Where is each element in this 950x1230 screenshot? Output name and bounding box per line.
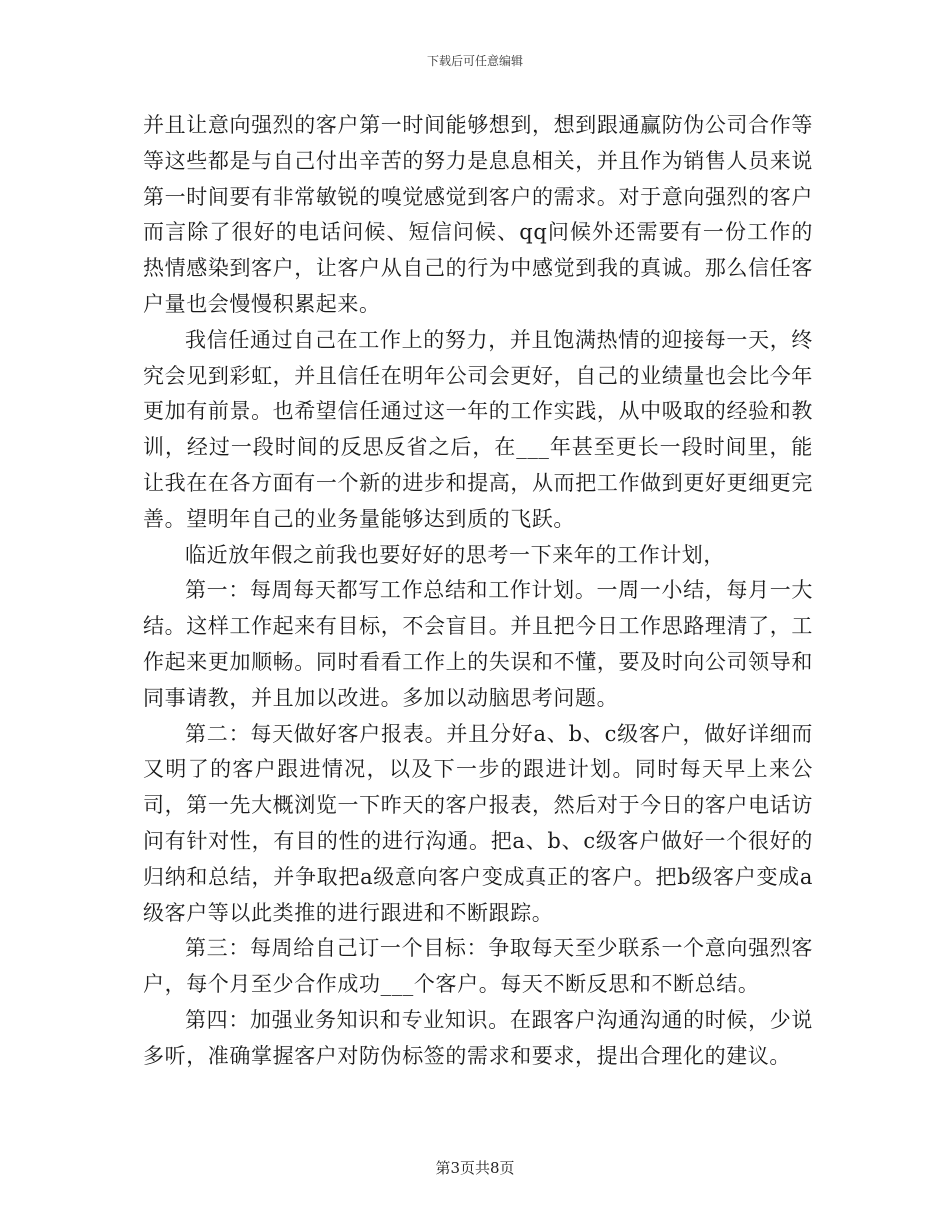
paragraph-5: 第二：每天做好客户报表。并且分好a、b、c级客户，做好详细而又明了的客户跟进情况，以及下一步的跟进计划。同时每天早上来公司，第一先大概浏览一下昨天的客户报表，然后对于今日的客户电话访问有针对性，有目的性的进行沟通。把a、b、c级客户做好一个很好的归纳和总结，并争取把a级意向客户变成真正的客户。把b级客户变成a级客户等以此类推的进行跟进和不断跟踪。 bbox=[143, 721, 813, 925]
paragraph-4: 第一：每周每天都写工作总结和工作计划。一周一小结，每月一大结。这样工作起来有目标，不会盲目。并且把今日工作思路理清了，工作起来更加顺畅。同时看看工作上的失误和不懂，要及时向公司领导和同事请教，并且加以改进。多加以动脑思考问题。 bbox=[143, 578, 813, 710]
paragraph-6: 第三：每周给自己订一个目标：争取每天至少联系一个意向强烈客户，每个月至少合作成功___个客户。每天不断反思和不断总结。 bbox=[143, 936, 813, 997]
document-body bbox=[143, 108, 813, 1075]
paragraph-1: 并且让意向强烈的客户第一时间能够想到，想到跟通赢防伪公司合作等等这些都是与自己付出辛苦的努力是息息相关，并且作为销售人员来说第一时间要有非常敏锐的嗅觉感觉到客户的需求。对于意向强烈的客户而言除了很好的电话问候、短信问候、qq问候外还需要有一份工作的热情感染到客户，让客户从自己的行为中感觉到我的真诚。那么信任客户量也会慢慢积累起来。 bbox=[143, 113, 813, 316]
paragraph-3: 临近放年假之前我也要好好的思考一下来年的工作计划， bbox=[185, 542, 725, 567]
paragraph-7: 第四：加强业务知识和专业知识。在跟客户沟通沟通的时候，少说多听，准确掌握客户对防伪标签的需求和要求，提出合理化的建议。 bbox=[143, 1007, 813, 1068]
page-number: 第3页共8页 bbox=[435, 1159, 515, 1177]
page-header: 下载后可任意编辑 bbox=[426, 54, 523, 68]
paragraph-2: 我信任通过自己在工作上的努力，并且饱满热情的迎接每一天，终究会见到彩虹，并且信任在明年公司会更好，自己的业绩量也会比今年更加有前景。也希望信任通过这一年的工作实践，从中吸取的经验和教训，经过一段时间的反思反省之后，在___年甚至更长一段时间里，能让我在在各方面有一个新的进步和提高，从而把工作做到更好更细更完善。望明年自己的业务量能够达到质的飞跃。 bbox=[143, 327, 813, 531]
